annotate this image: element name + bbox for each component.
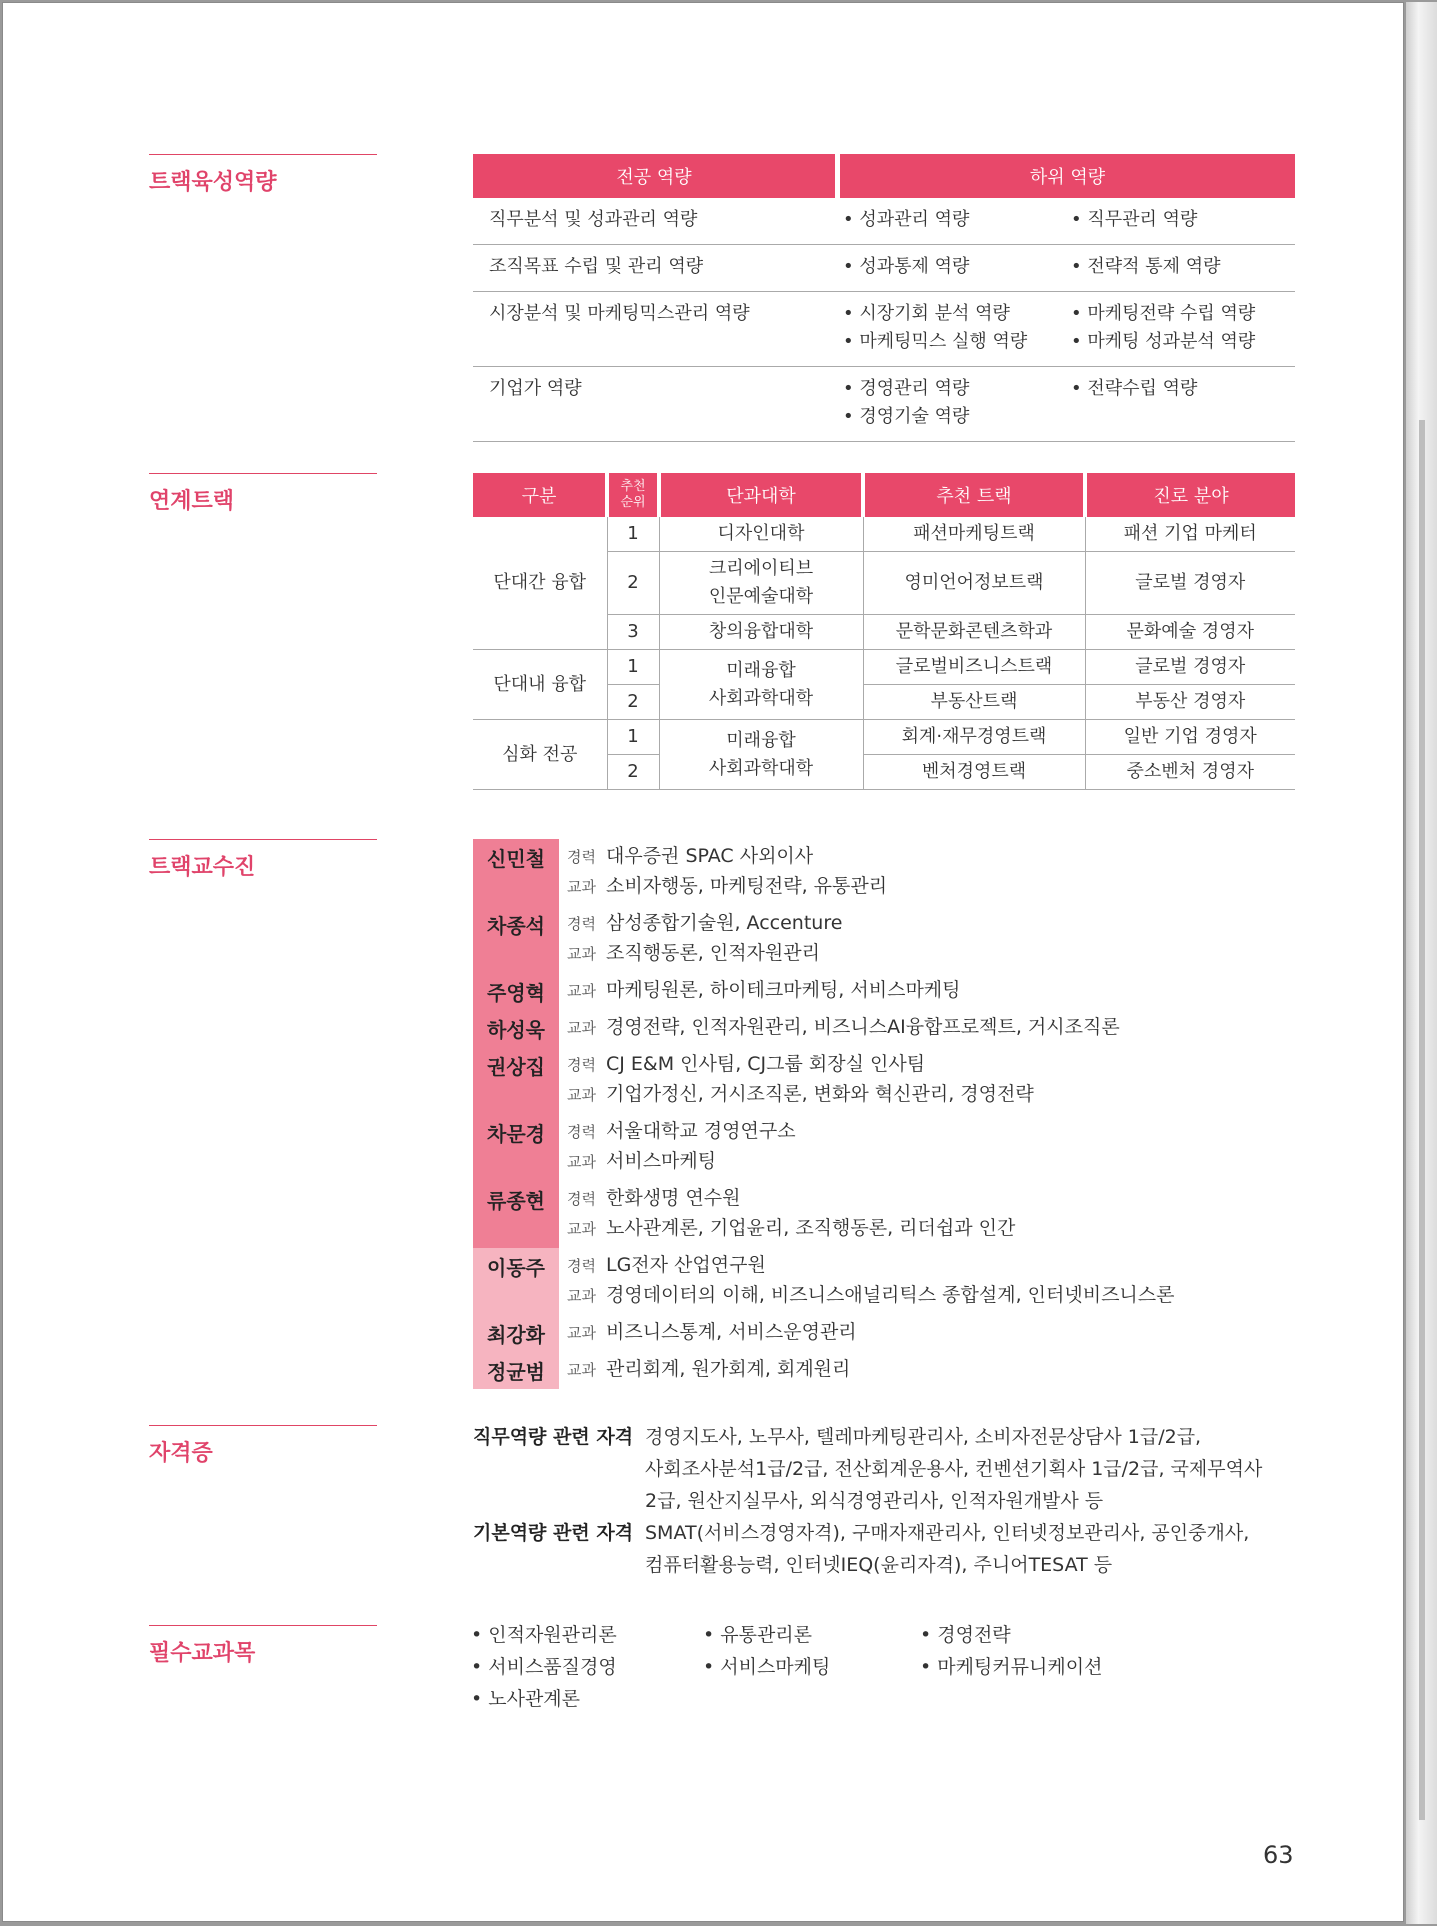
faculty-details bbox=[559, 906, 842, 973]
section-title: 자격증 bbox=[149, 1441, 213, 1466]
faculty-career bbox=[567, 1050, 1034, 1080]
track-cell: 부동산트랙 bbox=[863, 685, 1085, 720]
group-cell: 단대내 융합 bbox=[473, 650, 607, 720]
college-line: 미래융합 bbox=[726, 659, 796, 681]
rank-cell: 2 bbox=[607, 552, 659, 615]
college-cell bbox=[659, 552, 863, 615]
faculty-courses bbox=[567, 872, 887, 902]
courses-text: 경영전략, 인적자원관리, 비즈니스AI융합프로젝트, 거시조직론 bbox=[605, 1016, 1120, 1038]
table-row bbox=[473, 292, 1295, 367]
track-cell: 글로벌비즈니스트랙 bbox=[863, 650, 1085, 685]
tag-course: 교과 bbox=[567, 1220, 596, 1238]
tag-course: 교과 bbox=[567, 878, 596, 896]
career-cell: 글로벌 경영자 bbox=[1085, 552, 1295, 615]
header-track: 추천 트랙 bbox=[863, 473, 1085, 517]
faculty-courses bbox=[567, 939, 842, 969]
faculty-courses bbox=[567, 1318, 857, 1348]
group-cell: 단대간 융합 bbox=[473, 517, 607, 650]
faculty-details bbox=[559, 1248, 1175, 1315]
faculty-member bbox=[473, 1181, 1353, 1248]
tag-course: 교과 bbox=[567, 1153, 596, 1171]
page-edge-shadow bbox=[1419, 420, 1425, 1820]
courses-text: 관리회계, 원가회계, 회계원리 bbox=[605, 1358, 851, 1380]
course-item: • 경영전략 bbox=[920, 1624, 1011, 1646]
course-item: • 마케팅커뮤니케이션 bbox=[920, 1656, 1103, 1678]
career-text: 한화생명 연수원 bbox=[605, 1187, 741, 1209]
college-line: 크리에이티브 bbox=[708, 558, 814, 579]
rank-cell: 1 bbox=[607, 517, 659, 552]
career-cell: 중소벤처 경영자 bbox=[1085, 755, 1295, 790]
career-cell: 문화예술 경영자 bbox=[1085, 615, 1295, 650]
certificate-line: 사회조사분석1급/2급, 전산회계운용사, 컨벤션기획사 1급/2급, 국제무역사 bbox=[645, 1458, 1263, 1480]
faculty-career bbox=[567, 1184, 1015, 1214]
section-label-certificates bbox=[149, 1425, 377, 1467]
faculty-details bbox=[559, 1010, 1120, 1047]
course-row bbox=[471, 1683, 1102, 1715]
sub-cell bbox=[1071, 198, 1295, 245]
faculty-member bbox=[473, 1315, 1353, 1352]
faculty-member bbox=[473, 1047, 1353, 1114]
sub-item: • 시장기회 분석 역량 bbox=[843, 303, 1010, 324]
courses-text: 소비자행동, 마케팅전략, 유통관리 bbox=[605, 875, 888, 897]
faculty-member bbox=[473, 1114, 1353, 1181]
certificate-label: 직무역량 관련 자격 bbox=[473, 1426, 634, 1448]
courses-text: 서비스마케팅 bbox=[605, 1150, 717, 1172]
course-item: • 인적자원관리론 bbox=[471, 1624, 617, 1646]
tag-course: 교과 bbox=[567, 945, 596, 963]
section-label-required bbox=[149, 1625, 377, 1667]
section-label-competency bbox=[149, 154, 377, 196]
tag-career: 경력 bbox=[567, 1190, 596, 1208]
course-row bbox=[471, 1651, 1102, 1683]
faculty-career bbox=[567, 1251, 1175, 1281]
track-cell: 회계·재무경영트랙 bbox=[863, 720, 1085, 755]
section-title: 필수교과목 bbox=[149, 1641, 256, 1666]
faculty-name: 정균범 bbox=[473, 1352, 559, 1389]
courses-text: 경영데이터의 이해, 비즈니스애널리틱스 종합설계, 인터넷비즈니스론 bbox=[605, 1284, 1175, 1306]
faculty-member bbox=[473, 973, 1353, 1010]
faculty-details bbox=[559, 1047, 1034, 1114]
rank-cell: 2 bbox=[607, 685, 659, 720]
tag-course: 교과 bbox=[567, 1019, 596, 1037]
rank-cell: 3 bbox=[607, 615, 659, 650]
tag-career: 경력 bbox=[567, 848, 596, 866]
faculty-career bbox=[567, 842, 887, 872]
sub-cell bbox=[835, 198, 1071, 245]
faculty-member bbox=[473, 839, 1353, 906]
tag-course: 교과 bbox=[567, 1324, 596, 1342]
faculty-member bbox=[473, 1010, 1353, 1047]
career-text: 서울대학교 경영연구소 bbox=[605, 1120, 796, 1142]
sub-cell bbox=[835, 367, 1071, 442]
major-cell: 기업가 역량 bbox=[473, 367, 835, 442]
sub-item: • 마케팅믹스 실행 역량 bbox=[843, 331, 1028, 352]
faculty-details bbox=[559, 973, 961, 1010]
sub-cell bbox=[1071, 292, 1295, 367]
sub-cell bbox=[1071, 367, 1295, 442]
sub-item: • 경영기술 역량 bbox=[843, 406, 970, 427]
sub-item: • 마케팅 성과분석 역량 bbox=[1071, 331, 1256, 352]
course-item: • 서비스품질경영 bbox=[471, 1656, 617, 1678]
table-row bbox=[473, 367, 1295, 442]
career-text: CJ E&M 인사팀, CJ그룹 회장실 인사팀 bbox=[605, 1053, 926, 1075]
major-cell: 조직목표 수립 및 관리 역량 bbox=[473, 245, 835, 292]
linked-track-table bbox=[473, 473, 1295, 790]
college-line: 사회과학대학 bbox=[708, 757, 814, 779]
required-courses bbox=[471, 1619, 1102, 1715]
faculty-name: 차종석 bbox=[473, 906, 559, 973]
faculty-career bbox=[567, 909, 842, 939]
faculty-name: 주영혁 bbox=[473, 973, 559, 1010]
faculty-courses bbox=[567, 1013, 1120, 1043]
faculty-name: 차문경 bbox=[473, 1114, 559, 1181]
faculty-member bbox=[473, 1248, 1353, 1315]
header-category: 구분 bbox=[473, 473, 607, 517]
tag-career: 경력 bbox=[567, 1056, 596, 1074]
sub-item: • 성과관리 역량 bbox=[843, 209, 970, 230]
tag-course: 교과 bbox=[567, 1361, 596, 1379]
sub-item: • 경영관리 역량 bbox=[843, 378, 970, 399]
course-item: • 서비스마케팅 bbox=[703, 1656, 831, 1678]
faculty-name: 신민철 bbox=[473, 839, 559, 906]
sub-cell bbox=[1071, 245, 1295, 292]
faculty-details bbox=[559, 1315, 857, 1352]
faculty-courses bbox=[567, 1147, 796, 1177]
group-cell: 심화 전공 bbox=[473, 720, 607, 790]
courses-text: 노사관계론, 기업윤리, 조직행동론, 리더쉽과 인간 bbox=[605, 1217, 1016, 1239]
page-number: 63 bbox=[1263, 1841, 1294, 1869]
faculty-details bbox=[559, 1114, 796, 1181]
faculty-courses bbox=[567, 1281, 1175, 1311]
certificate-values bbox=[645, 1421, 1293, 1517]
faculty-name: 최강화 bbox=[473, 1315, 559, 1352]
tag-course: 교과 bbox=[567, 982, 596, 1000]
certificates-block bbox=[473, 1421, 1293, 1581]
faculty-name: 하성욱 bbox=[473, 1010, 559, 1047]
table-row bbox=[473, 720, 1295, 755]
college-cell bbox=[659, 650, 863, 720]
sub-item: • 직무관리 역량 bbox=[1071, 209, 1198, 230]
faculty-member bbox=[473, 906, 1353, 973]
competency-table bbox=[473, 154, 1295, 442]
track-cell: 패션마케팅트랙 bbox=[863, 517, 1085, 552]
sub-item: • 마케팅전략 수립 역량 bbox=[1071, 303, 1256, 324]
header-rank bbox=[607, 473, 659, 517]
header-major: 전공 역량 bbox=[473, 154, 835, 198]
sub-item: • 전략적 통제 역량 bbox=[1071, 256, 1221, 277]
table-row bbox=[473, 198, 1295, 245]
sub-item: • 성과통제 역량 bbox=[843, 256, 970, 277]
tag-career: 경력 bbox=[567, 915, 596, 933]
header-college: 단과대학 bbox=[659, 473, 863, 517]
faculty-name: 류종현 bbox=[473, 1181, 559, 1248]
tag-course: 교과 bbox=[567, 1086, 596, 1104]
major-cell: 시장분석 및 마케팅믹스관리 역량 bbox=[473, 292, 835, 367]
section-title: 트랙교수진 bbox=[149, 855, 256, 880]
career-cell: 일반 기업 경영자 bbox=[1085, 720, 1295, 755]
certificate-line: 컴퓨터활용능력, 인터넷IEQ(윤리자격), 주니어TESAT 등 bbox=[645, 1554, 1113, 1576]
faculty-member bbox=[473, 1352, 1353, 1389]
courses-text: 비즈니스통계, 서비스운영관리 bbox=[605, 1321, 857, 1343]
college-line: 인문예술대학 bbox=[708, 586, 814, 607]
certificate-values bbox=[645, 1517, 1293, 1581]
faculty-list bbox=[473, 839, 1353, 1389]
section-label-linked bbox=[149, 473, 377, 515]
college-cell: 디자인대학 bbox=[659, 517, 863, 552]
college-cell: 창의융합대학 bbox=[659, 615, 863, 650]
rank-cell: 1 bbox=[607, 720, 659, 755]
career-cell: 부동산 경영자 bbox=[1085, 685, 1295, 720]
faculty-courses bbox=[567, 1214, 1015, 1244]
course-row bbox=[471, 1619, 1102, 1651]
header-career: 진로 분야 bbox=[1085, 473, 1295, 517]
college-cell bbox=[659, 720, 863, 790]
career-cell: 패션 기업 마케터 bbox=[1085, 517, 1295, 552]
certificate-line: 2급, 원산지실무사, 외식경영관리사, 인적자원개발사 등 bbox=[645, 1490, 1104, 1512]
certificate-line: 경영지도사, 노무사, 텔레마케팅관리사, 소비자전문상담사 1급/2급, bbox=[645, 1426, 1202, 1448]
course-item: • 유통관리론 bbox=[703, 1624, 813, 1646]
table-row bbox=[473, 245, 1295, 292]
tag-career: 경력 bbox=[567, 1257, 596, 1275]
track-cell: 벤처경영트랙 bbox=[863, 755, 1085, 790]
header-sub: 하위 역량 bbox=[840, 154, 1295, 198]
certificate-row bbox=[473, 1517, 1293, 1581]
track-cell: 문학문화콘텐츠학과 bbox=[863, 615, 1085, 650]
section-title: 연계트랙 bbox=[149, 489, 235, 514]
courses-text: 마케팅원론, 하이테크마케팅, 서비스마케팅 bbox=[605, 979, 961, 1001]
page bbox=[2, 2, 1404, 1922]
tag-career: 경력 bbox=[567, 1123, 596, 1141]
section-title: 트랙육성역량 bbox=[149, 170, 277, 195]
faculty-details bbox=[559, 1352, 850, 1389]
faculty-career bbox=[567, 1117, 796, 1147]
faculty-courses bbox=[567, 1355, 850, 1385]
college-line: 미래융합 bbox=[726, 729, 796, 751]
section-label-faculty bbox=[149, 839, 377, 881]
career-cell: 글로벌 경영자 bbox=[1085, 650, 1295, 685]
courses-text: 조직행동론, 인적자원관리 bbox=[605, 942, 820, 964]
career-text: LG전자 산업연구원 bbox=[605, 1254, 766, 1276]
course-item: • 노사관계론 bbox=[471, 1688, 581, 1710]
sub-cell bbox=[835, 245, 1071, 292]
career-text: 대우증권 SPAC 사외이사 bbox=[605, 845, 814, 867]
rank-cell: 2 bbox=[607, 755, 659, 790]
sub-item: • 전략수립 역량 bbox=[1071, 378, 1198, 399]
rank-cell: 1 bbox=[607, 650, 659, 685]
faculty-name: 이동주 bbox=[473, 1248, 559, 1315]
header-rank-line2: 순위 bbox=[620, 495, 646, 510]
faculty-details bbox=[559, 839, 887, 906]
certificate-row bbox=[473, 1421, 1293, 1517]
faculty-details bbox=[559, 1181, 1015, 1248]
major-cell: 직무분석 및 성과관리 역량 bbox=[473, 198, 835, 245]
header-rank-line1: 추천 bbox=[620, 479, 646, 494]
courses-text: 기업가정신, 거시조직론, 변화와 혁신관리, 경영전략 bbox=[605, 1083, 1034, 1105]
certificate-label: 기본역량 관련 자격 bbox=[473, 1522, 634, 1544]
certificate-line: SMAT(서비스경영자격), 구매자재관리사, 인터넷정보관리사, 공인중개사, bbox=[645, 1522, 1250, 1544]
college-line: 사회과학대학 bbox=[708, 687, 814, 709]
career-text: 삼성종합기술원, Accenture bbox=[605, 912, 843, 934]
faculty-courses bbox=[567, 1080, 1034, 1110]
tag-course: 교과 bbox=[567, 1287, 596, 1305]
table-row bbox=[473, 650, 1295, 685]
sub-cell bbox=[835, 292, 1071, 367]
track-cell: 영미언어정보트랙 bbox=[863, 552, 1085, 615]
table-row bbox=[473, 517, 1295, 552]
faculty-name: 권상집 bbox=[473, 1047, 559, 1114]
faculty-courses bbox=[567, 976, 961, 1006]
